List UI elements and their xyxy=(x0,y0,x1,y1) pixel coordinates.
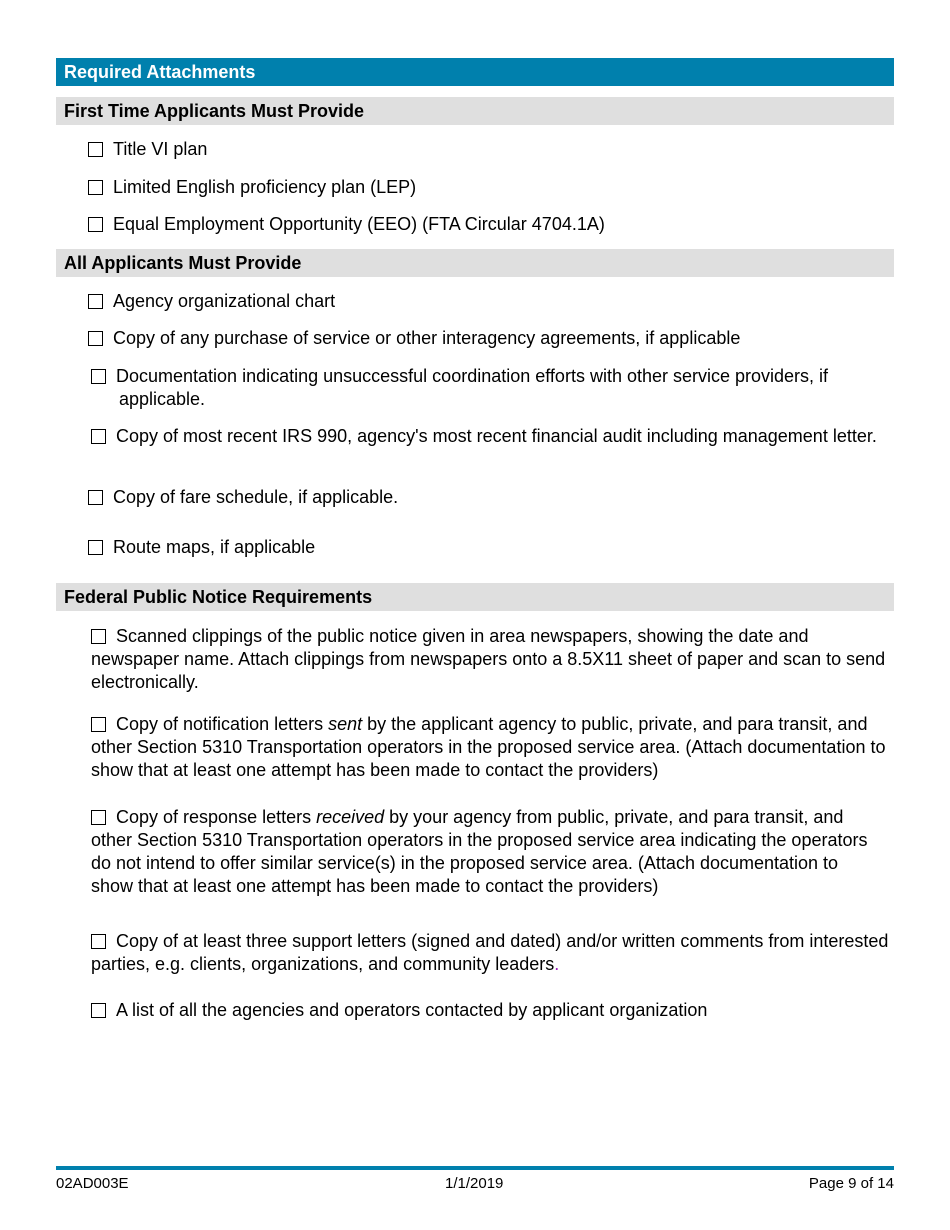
checkbox[interactable] xyxy=(91,1003,106,1018)
checkbox[interactable] xyxy=(91,810,106,825)
checkbox-label: Copy of most recent IRS 990, agency's most recent financial audit including management letter. xyxy=(116,426,877,446)
checkbox-item-eeo[interactable] xyxy=(88,213,888,236)
checkbox-label: Copy of any purchase of service or other interagency agreements, if applicable xyxy=(113,328,741,348)
checkbox[interactable] xyxy=(88,180,103,195)
required-attachments-header: Required Attachments xyxy=(56,58,894,86)
checkbox-label: Scanned clippings of the public notice given in area newspapers, showing the date and newspaper name. Attach clippings from newspapers onto a 8.5X11 sheet of paper and scan to send electronically. xyxy=(91,626,886,692)
footer-form-id: 02AD003E xyxy=(56,1175,129,1192)
checkbox-item-fare-schedule[interactable] xyxy=(88,486,888,509)
checkbox-item-org-chart[interactable] xyxy=(88,290,888,313)
checkbox-label: Documentation indicating unsuccessful coordination efforts with other service providers, if applicable. xyxy=(116,366,829,409)
checkbox[interactable] xyxy=(91,429,106,444)
checkbox-label: Limited English proficiency plan (LEP) xyxy=(113,177,417,197)
checkbox-item-agencies-contacted[interactable] xyxy=(91,999,891,1022)
footer-date: 1/1/2019 xyxy=(445,1175,504,1192)
checkbox[interactable] xyxy=(91,369,106,384)
section-first-time-applicants: First Time Applicants Must Provide xyxy=(56,97,894,125)
checkbox-item-agreements[interactable] xyxy=(88,327,888,350)
checkbox[interactable] xyxy=(88,490,103,505)
checkbox-label: Title VI plan xyxy=(113,139,208,159)
checkbox-label: Copy of fare schedule, if applicable. xyxy=(113,487,399,507)
checkbox-label: Route maps, if applicable xyxy=(113,537,316,557)
checkbox-item-coordination[interactable] xyxy=(88,365,889,411)
checkbox-label: A list of all the agencies and operators contacted by applicant organization xyxy=(116,1000,708,1020)
checkbox-item-title-vi[interactable] xyxy=(88,138,888,161)
footer-rule xyxy=(56,1166,894,1170)
checkbox[interactable] xyxy=(91,629,106,644)
checkbox-item-notification-letters[interactable] xyxy=(91,713,891,782)
checkbox-label: Agency organizational chart xyxy=(113,291,336,311)
checkbox-label: Copy of response letters received by your agency from public, private, and para transit, and other Section 5310 Transportation operators in the proposed service area indicating the operators do not intend to offer similar service(s) in the proposed service area. (Attach documentation to show that at least one attempt has been made to contact the providers) xyxy=(91,807,868,896)
checkbox-label: Copy of notification letters sent by the applicant agency to public, private, and para transit, and other Section 5310 Transportation operators in the proposed service area. (Attach documentation to show that at least one attempt has been made to contact the providers) xyxy=(91,714,886,780)
checkbox[interactable] xyxy=(88,540,103,555)
checkbox-item-response-letters[interactable] xyxy=(91,806,876,898)
checkbox-item-lep[interactable] xyxy=(88,176,888,199)
footer-page-number: Page 9 of 14 xyxy=(808,1175,894,1192)
checkbox[interactable] xyxy=(91,934,106,949)
checkbox[interactable] xyxy=(88,331,103,346)
checkbox[interactable] xyxy=(88,217,103,232)
checkbox-item-support-letters[interactable] xyxy=(91,930,891,976)
checkbox-item-newspaper-clippings[interactable] xyxy=(91,625,891,694)
checkbox-item-route-maps[interactable] xyxy=(88,536,888,559)
checkbox-label: Copy of at least three support letters (signed and dated) and/or written comments from interested parties, e.g. clients, organizations, and community leaders. xyxy=(91,931,889,974)
checkbox[interactable] xyxy=(88,142,103,157)
section-all-applicants: All Applicants Must Provide xyxy=(56,249,894,277)
checkbox-label: Equal Employment Opportunity (EEO) (FTA Circular 4704.1A) xyxy=(113,214,605,234)
section-federal-public-notice: Federal Public Notice Requirements xyxy=(56,583,894,611)
checkbox-item-irs-990[interactable] xyxy=(88,425,889,448)
checkbox[interactable] xyxy=(91,717,106,732)
checkbox[interactable] xyxy=(88,294,103,309)
